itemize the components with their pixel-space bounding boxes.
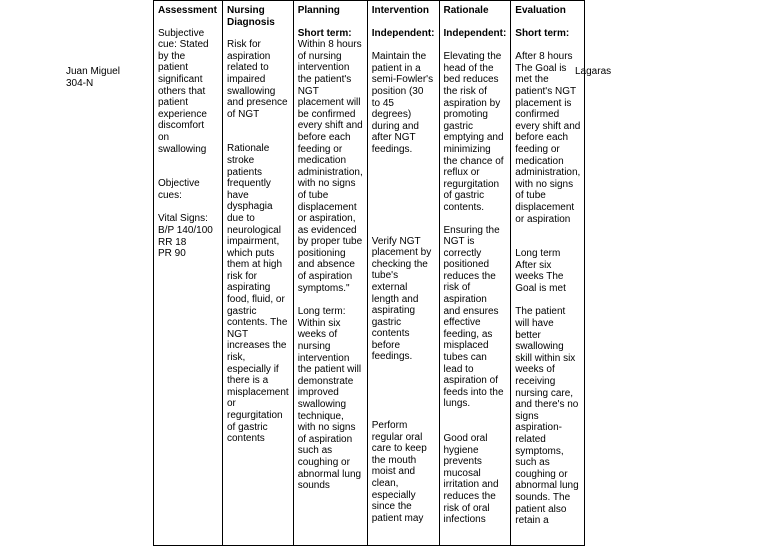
- header-intervention: Intervention: [371, 5, 429, 16]
- patient-room: 304-N: [66, 78, 94, 89]
- evaluation-long-detail: The patient will have better swallowing skill within six weeks of receiving nursing care, and there's no signs aspiration-related symptoms, such as coughing or abnormal lung sounds. The patient also retain a: [515, 306, 579, 527]
- diagnosis-text: Risk for aspiration related to impaired swallowing and presence of NGT: [227, 39, 288, 120]
- rationale-item-1: Elevating the head of the bed reduces the risk of aspiration by promoting gastric emptying and minimizing the chance of reflux or regurgitation of gastric contents.: [443, 51, 504, 213]
- evaluation-short-label: Short term:: [515, 27, 570, 39]
- rationale-label: Independent:: [443, 27, 507, 39]
- diagnosis-column: [223, 1, 294, 546]
- planning-short-text: Within 8 hours of nursing intervention the patient's NGT placement will be confirmed every shift and before each feeding or medication administration, with no signs of tube displacement or aspiration, as evidenced by proper tube positioning and absence of aspiration symptoms.": [297, 39, 363, 294]
- intervention-item-2: Verify NGT placement by checking the tube's external length and aspirating gastric contents before feedings.: [371, 235, 432, 363]
- subjective-cue: Subjective cue: Stated by the patient significant others that patient experience discomfort on swallowing: [158, 27, 209, 155]
- patient-name: Juan Miguel: [66, 66, 120, 77]
- header-planning: Planning: [297, 5, 340, 16]
- planning-long-text: Long term: Within six weeks of nursing intervention the patient will demonstrate improved swallowing technique, with no signs of aspiration such as coughing or abnormal lung sounds: [297, 306, 362, 492]
- vital-rr: RR 18: [158, 236, 187, 248]
- evaluation-short-text: After 8 hours The Goal is met the patient's NGT placement is confirmed every shift and before each feeding or medication administration, with no signs of tube displacement or aspiration: [515, 51, 581, 225]
- header-assessment: Assessment: [158, 5, 217, 16]
- intervention-column: [367, 1, 439, 546]
- vitals-label: Vital Signs:: [158, 213, 208, 225]
- vital-pr: PR 90: [158, 248, 186, 260]
- planning-column: [293, 1, 367, 546]
- intervention-item-3: Perform regular oral care to keep the mouth moist and clean, especially since the patient may: [371, 420, 427, 524]
- vital-bp: B/P 140/100: [158, 224, 213, 236]
- diagnosis-rationale: Rationale stroke patients frequently have dysphagia due to neurological impairment, which puts them at high risk for aspirating food, fluid, or gastric contents. The NGT increases the risk, especially if there is a misplacement or regurgitation of gastric contents: [227, 143, 289, 445]
- assessment-column: [154, 1, 223, 546]
- planning-short-label: Short term:: [297, 27, 352, 39]
- header-diagnosis: Nursing Diagnosis: [227, 5, 275, 28]
- rationale-item-3: Good oral hygiene prevents mucosal irritation and reduces the risk of oral infections: [443, 433, 499, 526]
- header-evaluation: Evaluation: [515, 5, 566, 16]
- objective-label: Objective cues:: [158, 178, 200, 201]
- right-label: Lagaras: [575, 66, 612, 77]
- header-rationale: Rationale: [443, 5, 489, 16]
- evaluation-column: [511, 1, 585, 546]
- intervention-label: Independent:: [371, 27, 435, 39]
- intervention-item-1: Maintain the patient in a semi-Fowler's position (30 to 45 degrees) during and after NGT feedings.: [371, 51, 434, 155]
- care-plan-table: [153, 0, 585, 546]
- rationale-item-2: Ensuring the NGT is correctly positioned reduces the risk of aspiration and ensures effective feeding, as misplaced tubes can lead to aspiration of feeds into the lungs.: [443, 224, 504, 410]
- rationale-column: [439, 1, 511, 546]
- evaluation-long-text: Long term After six weeks The Goal is met: [515, 248, 566, 294]
